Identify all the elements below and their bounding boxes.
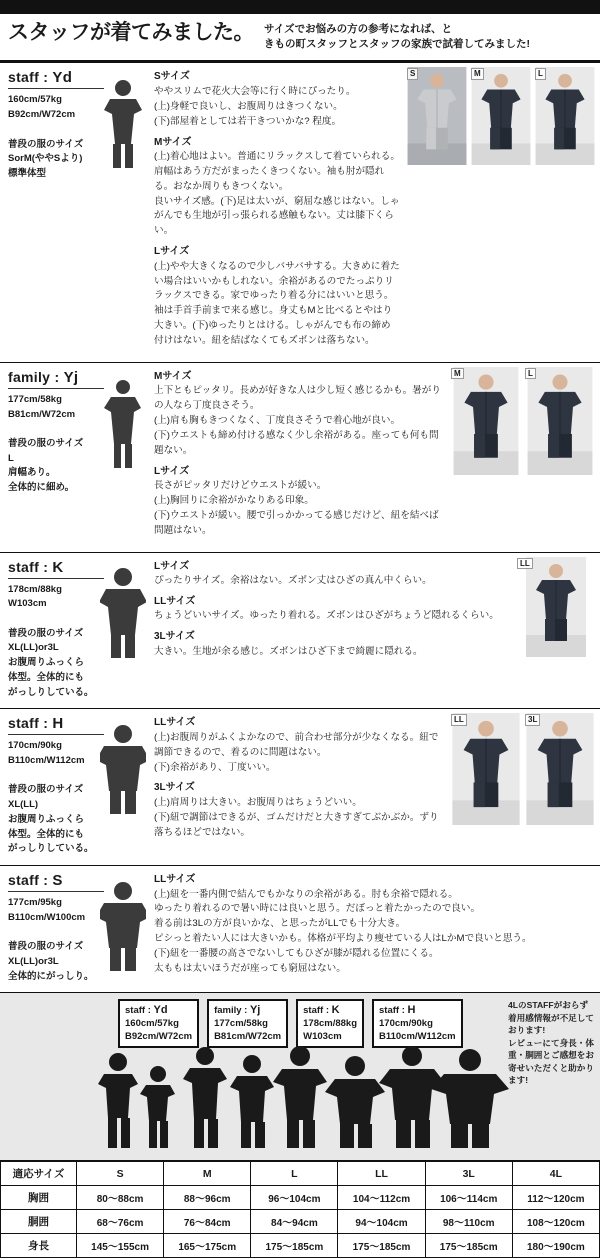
size-table-cell: 88〜96cm bbox=[164, 1186, 251, 1210]
review-size-heading: Mサイズ bbox=[154, 370, 192, 382]
review-text: 大きい。生地が余る感じ。ズボンはひざ下まで綺麗に隠れる。 bbox=[154, 645, 423, 657]
person-profile-yj bbox=[0, 363, 148, 552]
person-review-yj bbox=[148, 363, 450, 552]
photo-size-label: L bbox=[525, 368, 536, 380]
person-spec-line: お腹周りふっくら bbox=[8, 657, 85, 669]
size-table-header-cell: L bbox=[251, 1162, 338, 1186]
review-size-heading: Mサイズ bbox=[154, 136, 192, 148]
photo-size-label: LL bbox=[451, 714, 467, 726]
person-role-label: staff : bbox=[8, 69, 53, 86]
person-role-label: family : bbox=[8, 368, 64, 385]
person-silhouette-icon bbox=[100, 567, 146, 662]
size-table-header-row bbox=[1, 1162, 600, 1186]
callout-role: family : bbox=[214, 1005, 250, 1017]
review-text: 長さがピッタリだけどウエストが緩い。 (上)胸回りに余裕がかなりある印象。 (下)ウエストが緩い。腰で引っかかってる感じだけど、紐を結べば問題はない。 bbox=[154, 480, 439, 536]
person-photos-yj bbox=[450, 363, 600, 552]
person-spec-line: 全体的にがっしり。 bbox=[8, 970, 94, 982]
person-photos-yd bbox=[406, 63, 600, 361]
callout-line2: B110cm/W112cm bbox=[379, 1031, 456, 1043]
callout-line1: 160cm/57kg bbox=[125, 1018, 179, 1030]
page-subtitle-line1: サイズでお悩みの方の参考になれば、と bbox=[264, 23, 453, 35]
review-text: ややスリムで花火大会等に行く時にぴったり。 (上)身軽で良いし、お腹周りはきつくない。 (下)部屋着としては若干きついかな? 程度。 bbox=[154, 85, 356, 127]
person-review-h bbox=[148, 709, 450, 865]
size-table-row-label: 胸囲 bbox=[1, 1186, 77, 1210]
size-table-cell: 104〜112cm bbox=[338, 1186, 425, 1210]
photo-thumbnail[interactable] bbox=[524, 713, 596, 825]
review-text: 上下ともピッタリ。長めが好きな人は少し短く感じるかも。暑がりの人なら丁度良さそう。 (上)肩も胸もきつくなく、丁度良さそうで着心地が良い。 (下)ウエストも締め付ける感なく少し余裕がある。座っても何も問題ない。 bbox=[154, 385, 441, 456]
person-spec-line: お腹周りふっくら bbox=[8, 813, 85, 825]
page-header bbox=[0, 14, 600, 63]
size-table-body bbox=[1, 1186, 600, 1258]
callout-initials: Yj bbox=[249, 1004, 261, 1017]
person-profile-yd bbox=[0, 63, 148, 361]
reviewer-note: 4LのSTAFFがおらず着用感情報が不足しております! レビューにて身長・体重・胴囲とご感想をお寄せいただくと助かります! bbox=[508, 1000, 594, 1086]
person-spec-line: がっしりしている。 bbox=[8, 686, 94, 698]
size-table-cell: 175〜185cm bbox=[338, 1234, 425, 1258]
review-text: (上)お腹周りがふくよかなので、前合わせ部分が少なくなる。紐で調節できるので、着るのに問題はない。 (下)余裕があり、丁度いい。 bbox=[154, 731, 439, 773]
review-size-heading: Lサイズ bbox=[154, 560, 190, 572]
person-silhouette-icon bbox=[100, 880, 146, 975]
person-rows bbox=[0, 63, 600, 993]
person-initials: Yj bbox=[63, 368, 79, 386]
person-spec-line: がっしりしている。 bbox=[8, 843, 94, 855]
person-spec-line: 肩幅あり。 bbox=[8, 467, 56, 479]
review-size-heading: 3Lサイズ bbox=[154, 631, 195, 643]
person-spec-line: XL(LL)or3L bbox=[8, 955, 59, 967]
review-size-heading: LLサイズ bbox=[154, 717, 196, 729]
person-review-s bbox=[148, 866, 600, 992]
callout-name bbox=[214, 1003, 281, 1018]
callout-role: staff : bbox=[303, 1005, 332, 1017]
size-table-header-cell: 4L bbox=[512, 1162, 599, 1186]
size-table-cell: 98〜110cm bbox=[425, 1210, 512, 1234]
person-silhouette-icon bbox=[100, 723, 146, 818]
person-initials: K bbox=[52, 558, 64, 576]
person-name-h bbox=[8, 715, 104, 735]
callout-line2: W103cm bbox=[303, 1031, 342, 1043]
callout-line2: B92cm/W72cm bbox=[125, 1031, 193, 1043]
photo-size-label: L bbox=[535, 68, 546, 80]
callout-name bbox=[125, 1003, 192, 1018]
page-subtitle-line2: きもの町スタッフとスタッフの家族で試着してみました! bbox=[264, 38, 530, 51]
person-spec-line: XL(LL) bbox=[8, 799, 39, 811]
callout-name bbox=[303, 1003, 357, 1018]
silhouette-comparison-panel bbox=[0, 993, 600, 1161]
person-row-yd bbox=[0, 63, 600, 362]
review-size-heading: 3Lサイズ bbox=[154, 782, 195, 794]
person-spec-line: 標準体型 bbox=[8, 168, 47, 180]
review-text: ちょうどいいサイズ。ゆったり着れる。ズボンはひざがちょうど隠れるくらい。 bbox=[154, 610, 499, 622]
top-black-bar bbox=[0, 0, 600, 14]
review-text: (上)肩周りは大きい。お腹周りはちょうどいい。 (下)紐で調節はできるが、ゴムだけだと大きすぎてぶかぶか。ずり落ちるほどではない。 bbox=[154, 796, 439, 838]
person-spec-line: 体型。全体的にも bbox=[8, 671, 85, 683]
photo-thumbnail[interactable] bbox=[406, 67, 468, 165]
size-table-row bbox=[1, 1234, 600, 1258]
size-table-cell: 108〜120cm bbox=[512, 1210, 599, 1234]
person-spec-line: 全体的に細め。 bbox=[8, 482, 75, 494]
callout-line2: B81cm/W72cm bbox=[214, 1031, 282, 1043]
person-spec-line: B92cm/W72cm bbox=[8, 109, 76, 121]
size-table bbox=[0, 1161, 600, 1258]
person-name-s bbox=[8, 872, 104, 892]
person-row-k bbox=[0, 553, 600, 710]
review-text: (上)着心地はよい。普通にリラックスして着ていられる。肩幅はあう方だがまったくきつくない。袖も肘が隠れる。おなか周りもきつくない。 良いサイズ感。(下)足は太いが、窮屈な感じはない。しゃがんでも生地が引っ張られる感触もない。丈は膝下くらい。 bbox=[154, 151, 400, 237]
callout-initials: Yd bbox=[153, 1004, 168, 1017]
review-size-heading: Lサイズ bbox=[154, 246, 190, 258]
size-table-cell: 68〜76cm bbox=[77, 1210, 164, 1234]
photo-thumbnail[interactable] bbox=[470, 67, 532, 165]
person-spec-line: 普段の服のサイズ bbox=[8, 941, 84, 953]
review-text: (上)やや大きくなるので少しバサバサする。大きめに着たい場合はいいかもしれない。余裕があるのでたっぷりリラックスできる。家でゆったり着る分にはいいと思う。袖は手首手前まで来る感じ。身丈もMと比べるとやはり大きい。(下)ゆったりとはける。しゃがんでも布の締め付けはない。紐を結ばなくてもズボンは落ちない。 bbox=[154, 260, 400, 346]
size-table-cell: 96〜104cm bbox=[251, 1186, 338, 1210]
size-table-header-cell: S bbox=[77, 1162, 164, 1186]
size-table-row bbox=[1, 1210, 600, 1234]
size-table-header-cell: 適応サイズ bbox=[1, 1162, 77, 1186]
person-spec-line: B81cm/W72cm bbox=[8, 408, 76, 420]
person-spec-line: 普段の服のサイズ bbox=[8, 784, 84, 796]
review-size-heading: Sサイズ bbox=[154, 71, 190, 83]
person-spec-line: XL(LL)or3L bbox=[8, 642, 59, 654]
callout-role: staff : bbox=[379, 1005, 408, 1017]
review-size-heading: LLサイズ bbox=[154, 595, 196, 607]
person-role-label: staff : bbox=[8, 558, 53, 575]
photo-thumbnail[interactable] bbox=[450, 367, 522, 475]
page-subtitle bbox=[264, 20, 530, 52]
person-role-label: staff : bbox=[8, 872, 53, 889]
callout-initials: H bbox=[407, 1004, 416, 1017]
person-spec-line: 160cm/57kg bbox=[8, 94, 62, 106]
person-role-label: staff : bbox=[8, 715, 53, 732]
photo-size-label: M bbox=[471, 68, 484, 80]
person-photos-h bbox=[450, 709, 600, 865]
callout-line1: 177cm/58kg bbox=[214, 1018, 268, 1030]
size-table-row-label: 身長 bbox=[1, 1234, 77, 1258]
size-table-cell: 106〜114cm bbox=[425, 1186, 512, 1210]
callout-name bbox=[379, 1003, 456, 1018]
size-table-cell: 94〜104cm bbox=[338, 1210, 425, 1234]
person-spec-line: 178cm/88kg bbox=[8, 583, 62, 595]
person-initials: H bbox=[52, 715, 64, 733]
photo-thumbnail[interactable] bbox=[524, 367, 596, 475]
person-review-k bbox=[148, 553, 516, 709]
person-profile-h bbox=[0, 709, 148, 865]
photo-size-label: M bbox=[451, 368, 464, 380]
silhouette-strip bbox=[0, 1040, 600, 1158]
person-spec-line: B110cm/W112cm bbox=[8, 755, 85, 767]
size-table-cell: 175〜185cm bbox=[251, 1234, 338, 1258]
size-table-row bbox=[1, 1186, 600, 1210]
person-profile-k bbox=[0, 553, 148, 709]
photo-size-label: 3L bbox=[525, 714, 540, 726]
person-spec-line: 177cm/95kg bbox=[8, 897, 62, 909]
person-spec-line: B110cm/W100cm bbox=[8, 911, 86, 923]
size-table-cell: 175〜185cm bbox=[425, 1234, 512, 1258]
photo-size-label: S bbox=[407, 68, 418, 80]
review-text: ぴったりサイズ。余裕はない。ズボン丈はひざの真ん中くらい。 bbox=[154, 575, 432, 587]
photo-thumbnail[interactable] bbox=[534, 67, 596, 165]
callout-initials: K bbox=[331, 1004, 340, 1017]
review-size-heading: Lサイズ bbox=[154, 465, 190, 477]
size-table-cell: 80〜88cm bbox=[77, 1186, 164, 1210]
person-row-yj bbox=[0, 363, 600, 553]
size-table-header-cell: LL bbox=[338, 1162, 425, 1186]
size-table-cell: 112〜120cm bbox=[512, 1186, 599, 1210]
person-spec-line: 170cm/90kg bbox=[8, 740, 62, 752]
person-name-yj bbox=[8, 369, 104, 389]
person-spec-line: 普段の服のサイズ bbox=[8, 138, 84, 150]
photo-thumbnail[interactable] bbox=[450, 713, 522, 825]
size-table-cell: 145〜155cm bbox=[77, 1234, 164, 1258]
size-table-header-cell: 3L bbox=[425, 1162, 512, 1186]
callout-line1: 170cm/90kg bbox=[379, 1018, 433, 1030]
photo-size-label: LL bbox=[517, 558, 533, 570]
person-row-s bbox=[0, 866, 600, 993]
person-review-yd bbox=[148, 63, 406, 361]
person-photos-k bbox=[516, 553, 600, 709]
person-profile-s bbox=[0, 866, 148, 992]
size-table-header-cell: M bbox=[164, 1162, 251, 1186]
person-silhouette-icon bbox=[100, 377, 146, 472]
person-silhouette-icon bbox=[100, 77, 146, 172]
person-row-h bbox=[0, 709, 600, 866]
person-spec-line: 177cm/58kg bbox=[8, 393, 62, 405]
page-title: スタッフが着てみました。 bbox=[8, 20, 254, 44]
person-name-k bbox=[8, 559, 104, 579]
person-spec-line: L bbox=[8, 452, 14, 464]
person-spec-line: 普段の服のサイズ bbox=[8, 437, 84, 449]
photo-thumbnail[interactable] bbox=[516, 557, 596, 657]
person-spec-line: 体型。全体的にも bbox=[8, 828, 85, 840]
size-table-cell: 84〜94cm bbox=[251, 1210, 338, 1234]
size-table-cell: 180〜190cm bbox=[512, 1234, 599, 1258]
callout-line1: 178cm/88kg bbox=[303, 1018, 357, 1030]
person-spec-line: SorM(ややSより) bbox=[8, 153, 83, 165]
person-spec-line: 普段の服のサイズ bbox=[8, 627, 84, 639]
callout-role: staff : bbox=[125, 1005, 154, 1017]
person-name-yd bbox=[8, 69, 104, 89]
size-table-cell: 76〜84cm bbox=[164, 1210, 251, 1234]
person-spec-line: W103cm bbox=[8, 598, 47, 610]
size-table-cell: 165〜175cm bbox=[164, 1234, 251, 1258]
person-initials: Yd bbox=[52, 69, 73, 87]
review-text: (上)紐を一番内側で結んでもかなりの余裕がある。肘も余裕で隠れる。 ゆったり着れるので暑い時には良いと思う。だぼっと着たかったので良い。 着る前は3Lの方が良いかな、と思ったがLLでも十分大き。 ピシっと着たい人には大きいかも。体格が平均より痩せている人はLかMで良いと思う。 (下)紐を一番腰の高さでないしてもひざが膝が隠れる位置にくる。 太ももは太いほうだが座っても窮屈はない。 bbox=[154, 888, 532, 974]
review-size-heading: LLサイズ bbox=[154, 874, 196, 886]
size-table-row-label: 胴囲 bbox=[1, 1210, 77, 1234]
person-initials: S bbox=[52, 872, 63, 890]
